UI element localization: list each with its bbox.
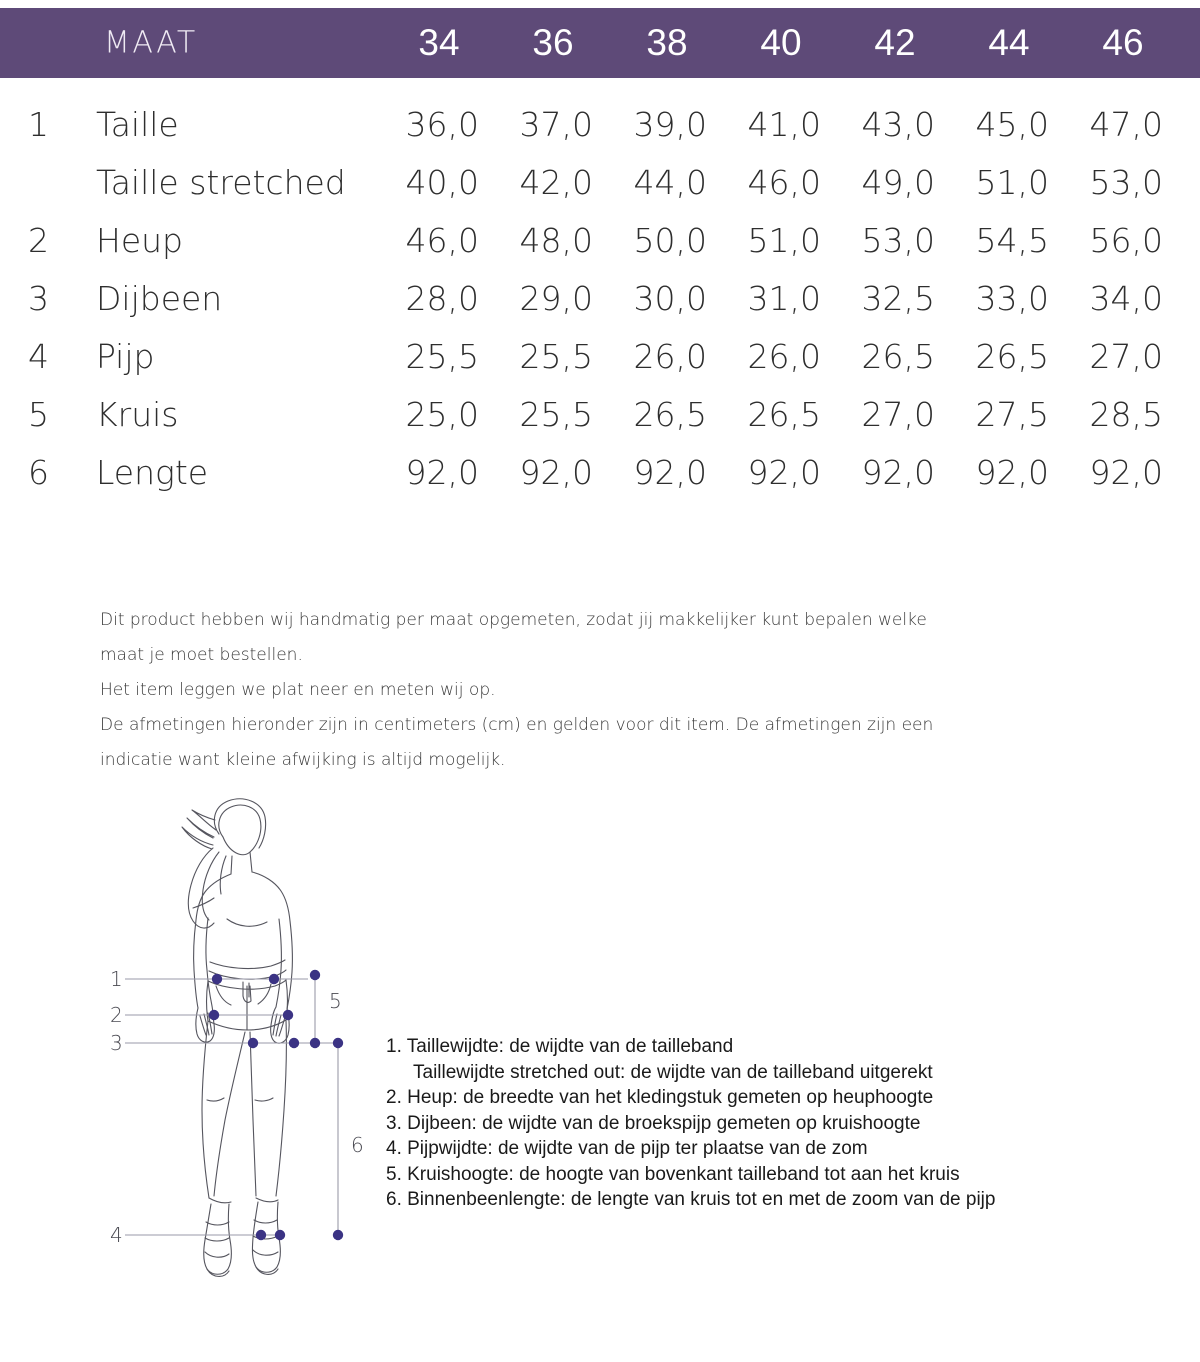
marker-dot <box>248 1038 258 1048</box>
cell-value: 39,0 <box>633 105 707 144</box>
cell-value: 51,0 <box>747 221 821 260</box>
cell-value: 40,0 <box>405 163 479 202</box>
cell-value: 30,0 <box>633 279 707 318</box>
table-row <box>0 270 1200 328</box>
cell-value: 26,5 <box>975 337 1049 376</box>
cell-value: 25,5 <box>519 395 593 434</box>
cell-value: 27,0 <box>861 395 935 434</box>
table-row <box>0 444 1200 502</box>
legend-item-6: 6. Binnenbeenlengte: de lengte van kruis tot en met de zoom van de pijp <box>386 1189 996 1210</box>
cell-value: 47,0 <box>1089 105 1163 144</box>
row-index: 5 <box>28 395 49 434</box>
marker-dot <box>269 974 279 984</box>
cell-value: 50,0 <box>633 221 707 260</box>
table-row <box>0 328 1200 386</box>
figure-illustration <box>95 790 385 1310</box>
legend-item-4: 4. Pijpwijdte: de wijdte van de pijp ter plaatse van de zom <box>386 1138 868 1159</box>
cell-value: 43,0 <box>861 105 935 144</box>
intro-text <box>100 603 1000 778</box>
row-label: Taille <box>96 105 179 144</box>
cell-value: 46,0 <box>747 163 821 202</box>
row-index: 1 <box>28 105 49 144</box>
marker-dot <box>310 1038 320 1048</box>
row-label: Heup <box>96 221 183 260</box>
maat-label: MAAT <box>104 25 198 61</box>
callout-label-4: 4 <box>110 1223 123 1247</box>
row-label: Pijp <box>96 337 155 376</box>
marker-dot <box>289 1038 299 1048</box>
legend-item-1: 1. Taillewijdte: de wijdte van de tailleband <box>386 1036 734 1057</box>
cell-value: 25,5 <box>519 337 593 376</box>
cell-value: 92,0 <box>861 453 935 492</box>
marker-dot <box>310 970 320 980</box>
size-column-header-34: 34 <box>418 22 460 63</box>
size-header-bar <box>0 8 1200 78</box>
marker-dot <box>333 1038 343 1048</box>
row-index: 4 <box>28 337 49 376</box>
row-index: 6 <box>28 453 49 492</box>
cell-value: 92,0 <box>1089 453 1163 492</box>
cell-value: 25,0 <box>405 395 479 434</box>
cell-value: 48,0 <box>519 221 593 260</box>
legend-item-1b: Taillewijdte stretched out: de wijdte van de tailleband uitgerekt <box>413 1061 933 1083</box>
cell-value: 37,0 <box>519 105 593 144</box>
cell-value: 92,0 <box>747 453 821 492</box>
cell-value: 32,5 <box>861 279 935 318</box>
size-column-header-36: 36 <box>532 22 574 63</box>
cell-value: 49,0 <box>861 163 935 202</box>
cell-value: 33,0 <box>975 279 1049 318</box>
table-row <box>0 154 1200 212</box>
cell-value: 27,0 <box>1089 337 1163 376</box>
cell-value: 53,0 <box>1089 163 1163 202</box>
callout-label-1: 1 <box>110 967 123 991</box>
callout-label-2: 2 <box>110 1003 123 1027</box>
cell-value: 28,0 <box>405 279 479 318</box>
size-column-header-38: 38 <box>646 22 688 63</box>
table-row <box>0 386 1200 444</box>
cell-value: 51,0 <box>975 163 1049 202</box>
cell-value: 92,0 <box>405 453 479 492</box>
intro-line-3: Het item leggen we plat neer en meten wij op. <box>100 680 496 700</box>
measurement-markers <box>209 970 343 1240</box>
cell-value: 34,0 <box>1089 279 1163 318</box>
cell-value: 31,0 <box>747 279 821 318</box>
marker-dot <box>333 1230 343 1240</box>
intro-line-4: De afmetingen hieronder zijn in centimeters (cm) en gelden voor dit item. De afmetingen zijn een <box>100 715 934 735</box>
intro-line-1: Dit product hebben wij handmatig per maat opgemeten, zodat jij makkelijker kunt bepalen welke <box>100 610 927 630</box>
size-column-header-44: 44 <box>988 22 1030 63</box>
marker-dot <box>283 1010 293 1020</box>
cell-value: 36,0 <box>405 105 479 144</box>
legend-item-5: 5. Kruishoogte: de hoogte van bovenkant tailleband tot aan het kruis <box>386 1163 960 1185</box>
cell-value: 41,0 <box>747 105 821 144</box>
marker-dot <box>212 974 222 984</box>
callout-label-5: 5 <box>329 989 342 1013</box>
intro-line-5: indicatie want kleine afwijking is altijd mogelijk. <box>100 750 506 770</box>
cell-value: 92,0 <box>633 453 707 492</box>
cell-value: 44,0 <box>633 163 707 202</box>
legend-item-2: 2. Heup: de breedte van het kledingstuk gemeten op heuphoogte <box>386 1087 934 1108</box>
cell-value: 53,0 <box>861 221 935 260</box>
size-column-header-46: 46 <box>1102 22 1144 63</box>
table-row <box>0 212 1200 270</box>
model-sketch <box>182 799 292 1277</box>
row-index: 3 <box>28 279 49 318</box>
cell-value: 42,0 <box>519 163 593 202</box>
row-index: 2 <box>28 221 49 260</box>
cell-value: 28,5 <box>1089 395 1163 434</box>
cell-value: 26,0 <box>633 337 707 376</box>
cell-value: 46,0 <box>405 221 479 260</box>
table-row <box>0 96 1200 154</box>
cell-value: 54,5 <box>975 221 1049 260</box>
cell-value: 26,5 <box>633 395 707 434</box>
intro-line-2: maat je moet bestellen. <box>100 645 303 665</box>
cell-value: 56,0 <box>1089 221 1163 260</box>
size-column-header-40: 40 <box>760 22 802 63</box>
cell-value: 25,5 <box>405 337 479 376</box>
measurement-table <box>0 96 1200 502</box>
row-label: Taille stretched <box>96 163 346 202</box>
cell-value: 92,0 <box>975 453 1049 492</box>
marker-dot <box>256 1230 266 1240</box>
marker-dot <box>275 1230 285 1240</box>
legend-list <box>386 1034 1086 1213</box>
cell-value: 27,5 <box>975 395 1049 434</box>
legend-item-3: 3. Dijbeen: de wijdte van de broekspijp gemeten op kruishoogte <box>386 1112 921 1134</box>
callout-label-3: 3 <box>110 1031 123 1055</box>
cell-value: 92,0 <box>519 453 593 492</box>
size-column-header-42: 42 <box>874 22 916 63</box>
cell-value: 26,5 <box>861 337 935 376</box>
cell-value: 26,0 <box>747 337 821 376</box>
cell-value: 45,0 <box>975 105 1049 144</box>
marker-dot <box>209 1010 219 1020</box>
measurement-guides <box>125 975 338 1235</box>
row-label: Lengte <box>96 453 209 492</box>
callout-label-6: 6 <box>351 1133 364 1157</box>
row-label: Dijbeen <box>96 279 223 318</box>
callout-numbers <box>110 967 364 1247</box>
row-label: Kruis <box>96 395 179 434</box>
cell-value: 29,0 <box>519 279 593 318</box>
cell-value: 26,5 <box>747 395 821 434</box>
